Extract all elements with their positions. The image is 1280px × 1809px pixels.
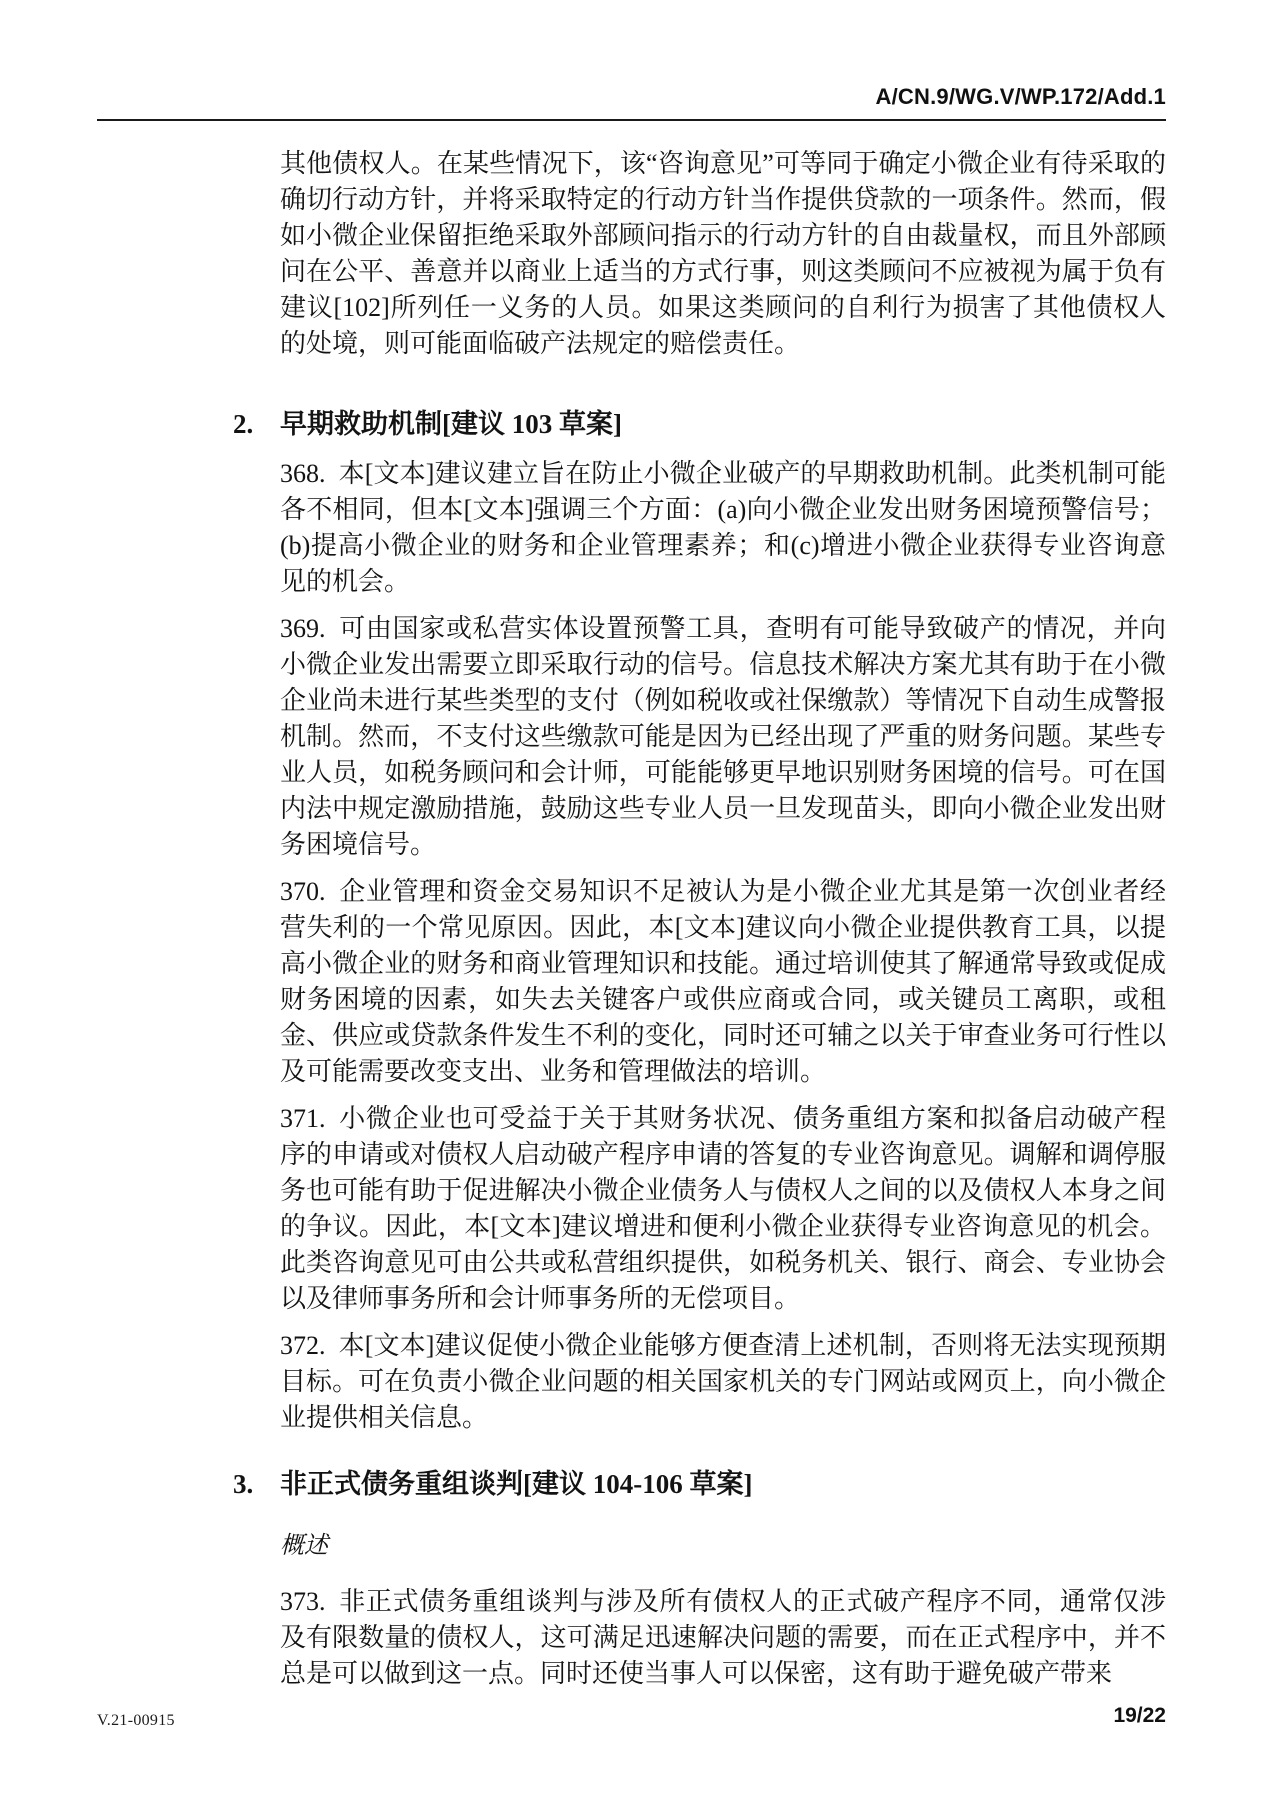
section-heading-2 [233,406,1166,442]
subsection-label-overview: 概述 [280,1533,328,1559]
paragraph-368 [280,456,1166,600]
section-number: 2. [233,409,254,439]
paragraph-intro-continuation [280,146,1166,362]
document-body [233,146,1166,1692]
paragraph-text: 非正式债务重组谈判与涉及所有债权人的正式破产程序不同，通常仅涉及有限数量的债权人，这可满足迅速解决问题的需要，而在正式程序中，并不总是可以做到这一点。同时还使当事人可以保密，这有助于避免破产带来 [280,1587,1166,1688]
footer-page-number: 19/22 [1113,1704,1166,1727]
paragraph-number: 371. [280,1104,326,1133]
paragraph-number: 368. [280,459,326,488]
paragraph-number: 369. [280,614,326,643]
header-rule [97,119,1166,121]
section-title: 早期救助机制[建议 103 草案] [280,409,622,439]
paragraph-373 [280,1584,1166,1692]
paragraph-text: 本[文本]建议建立旨在防止小微企业破产的早期救助机制。此类机制可能各不相同，但本[文本]强调三个方面：(a)向小微企业发出财务困境预警信号；(b)提高小微企业的财务和企业管理素养；和(c)增进小微企业获得专业咨询意见的机会。 [280,459,1166,596]
section-heading-3 [233,1466,1166,1502]
paragraph-number: 370. [280,877,326,906]
paragraph-text: 可由国家或私营实体设置预警工具，查明有可能导致破产的情况，并向小微企业发出需要立即采取行动的信号。信息技术解决方案尤其有助于在小微企业尚未进行某些类型的支付（例如税收或社保缴款）等情况下自动生成警报机制。然而，不支付这些缴款可能是因为已经出现了严重的财务问题。某些专业人员，如税务顾问和会计师，可能能够更早地识别财务困境的信号。可在国内法中规定激励措施，鼓励这些专业人员一旦发现苗头，即向小微企业发出财务困境信号。 [280,614,1166,859]
paragraph-text: 本[文本]建议促使小微企业能够方便查清上述机制，否则将无法实现预期目标。可在负责小微企业问题的相关国家机关的专门网站或网页上，向小微企业提供相关信息。 [280,1331,1166,1432]
section-title: 非正式债务重组谈判[建议 104-106 草案] [280,1469,753,1499]
paragraph-number: 373. [280,1587,326,1616]
document-symbol: A/CN.9/WG.V/WP.172/Add.1 [875,84,1166,109]
paragraph-text: 小微企业也可受益于关于其财务状况、债务重组方案和拟备启动破产程序的申请或对债权人启动破产程序申请的答复的专业咨询意见。调解和调停服务也可能有助于促进解决小微企业债务人与债权人之间的以及债权人本身之间的争议。因此，本[文本]建议增进和便利小微企业获得专业咨询意见的机会。此类咨询意见可由公共或私营组织提供，如税务机关、银行、商会、专业协会以及律师事务所和会计师事务所的无偿项目。 [280,1104,1166,1313]
paragraph-371 [280,1101,1166,1317]
paragraph-369 [280,611,1166,863]
footer-job-number: V.21-00915 [97,1712,175,1729]
section-number: 3. [233,1469,254,1499]
paragraph-372 [280,1328,1166,1436]
paragraph-text: 企业管理和资金交易知识不足被认为是小微企业尤其是第一次创业者经营失利的一个常见原因。因此，本[文本]建议向小微企业提供教育工具，以提高小微企业的财务和商业管理知识和技能。通过培训使其了解通常导致或促成财务困境的因素，如失去关键客户或供应商或合同，或关键员工离职，或租金、供应或贷款条件发生不利的变化，同时还可辅之以关于审查业务可行性以及可能需要改变支出、业务和管理做法的培训。 [280,877,1166,1086]
paragraph-number: 372. [280,1331,326,1360]
paragraph-370 [280,874,1166,1090]
paragraph-text: 其他债权人。在某些情况下，该“咨询意见”可等同于确定小微企业有待采取的确切行动方针，并将采取特定的行动方针当作提供贷款的一项条件。然而，假如小微企业保留拒绝采取外部顾问指示的行动方针的自由裁量权，而且外部顾问在公平、善意并以商业上适当的方式行事，则这类顾问不应被视为属于负有建议[102]所列任一义务的人员。如果这类顾问的自利行为损害了其他债权人的处境，则可能面临破产法规定的赔偿责任。 [280,149,1166,358]
